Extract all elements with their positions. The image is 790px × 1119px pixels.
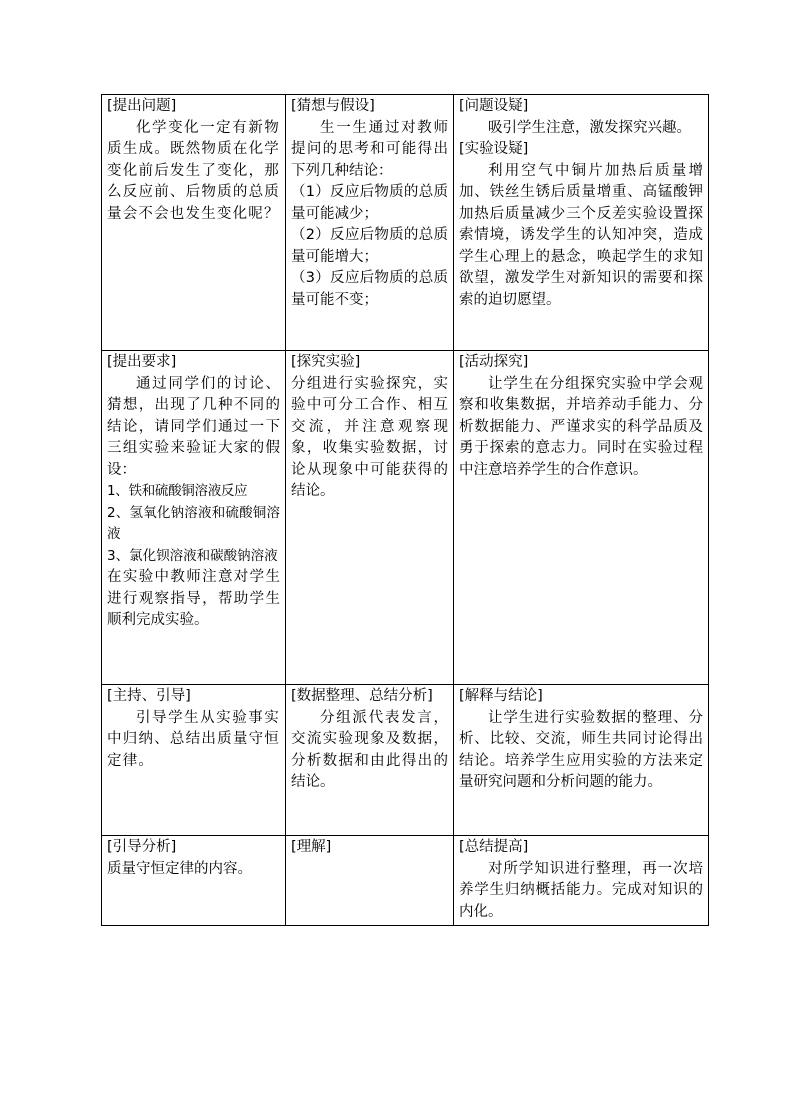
list-item: 3、氯化钡溶液和碳酸钠溶液	[107, 547, 278, 564]
cell-text: 在实验中教师注意对学生进行观察指导，帮助学生顺利完成实验。	[107, 569, 280, 628]
cell-heading: [提出问题]	[107, 98, 177, 114]
design-intent-cell	[454, 685, 709, 836]
cell-text: 让学生进行实验数据的整理、分析、比较、交流，师生共同讨论得出结论。培养学生应用实验的方法来定量研究问题和分析问题的能力。	[459, 709, 703, 790]
teacher-activity-cell	[102, 351, 286, 685]
list-item: 2、氢氧化钠溶液和硫酸铜溶液	[107, 504, 280, 542]
student-activity-cell	[286, 95, 454, 351]
cell-text: 分组进行实验探究，实验中可分工合作、相互交流，并注意观察现象，收集实验数据，讨论从现象中可能获得的结论。	[291, 375, 448, 499]
student-activity-cell	[286, 685, 454, 836]
cell-heading: [主持、引导]	[107, 688, 191, 704]
teacher-activity-cell	[102, 836, 286, 926]
cell-heading: [引导分析]	[107, 839, 177, 855]
cell-heading: [问题设疑]	[459, 98, 529, 114]
design-intent-cell	[454, 95, 709, 351]
cell-text: 生一生通过对教师提问的思考和可能得出下列几种结论：	[291, 119, 448, 179]
cell-text: 引导学生从实验事实中归纳、总结出质量守恒定律。	[107, 709, 280, 769]
cell-text: 分组派代表发言，交流实验现象及数据，分析数据和由此得出的结论。	[291, 709, 448, 790]
cell-heading: [活动探究]	[459, 354, 529, 370]
cell-heading: [提出要求]	[107, 354, 177, 370]
cell-text: 质量守恒定律的内容。	[107, 860, 252, 877]
cell-heading: [解释与结论]	[459, 688, 543, 704]
design-intent-cell	[454, 351, 709, 685]
teacher-activity-cell	[102, 685, 286, 836]
student-activity-cell	[286, 351, 454, 685]
cell-heading: [数据整理、总结分析]	[291, 688, 433, 704]
cell-heading: [猜想与假设]	[291, 98, 375, 114]
cell-text: 化学变化一定有新物质生成。既然物质在化学变化前后发生了变化，那么反应前、后物质的总质量会不会也发生变化呢？	[107, 119, 280, 222]
list-item: （2）反应后物质的总质量可能增大；	[291, 227, 448, 265]
design-intent-cell	[454, 836, 709, 926]
cell-heading: [理解]	[291, 839, 332, 855]
table-row	[102, 685, 709, 836]
table-row	[102, 836, 709, 926]
list-item: 1、铁和硫酸铜溶液反应	[107, 483, 248, 499]
cell-text: 吸引学生注意，激发探究兴趣。	[488, 119, 691, 136]
cell-heading: [探究实验]	[291, 354, 361, 370]
cell-text: 让学生在分组探究实验中学会观察和收集数据，并培养动手能力、分析数据能力、严谨求实的科学品质及勇于探索的意志力。同时在实验过程中注意培养学生的合作意识。	[459, 375, 703, 478]
table-row	[102, 351, 709, 685]
list-item: （1）反应后物质的总质量可能减少；	[291, 184, 448, 222]
list-item: （3）反应后物质的总质量可能不变；	[291, 270, 448, 308]
student-activity-cell	[286, 836, 454, 926]
cell-heading: [总结提高]	[459, 839, 529, 855]
cell-text: 对所学知识进行整理，再一次培养学生归纳概括能力。完成对知识的内化。	[459, 860, 703, 920]
teacher-activity-cell	[102, 95, 286, 351]
table-row	[102, 95, 709, 351]
lesson-plan-table	[101, 94, 709, 926]
cell-text: 通过同学们的讨论、猜想，出现了几种不同的结论，请同学们通过一下三组实验来验证大家的假设：	[107, 375, 280, 478]
cell-text: 利用空气中铜片加热后质量增加、铁丝生锈后质量增重、高锰酸钾加热后质量减少三个反差实验设置探索情境，诱发学生的认知冲突，造成学生心理上的悬念，唤起学生的求知欲望，激发学生对新知识的需要和探索的迫切愿望。	[459, 162, 703, 308]
cell-heading: [实验设疑]	[459, 141, 529, 157]
